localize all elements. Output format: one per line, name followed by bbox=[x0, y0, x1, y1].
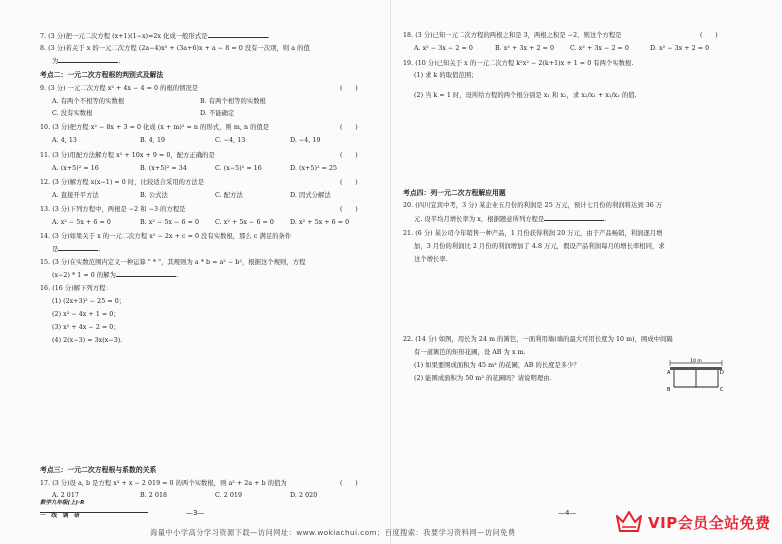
question-19-1: (1) 求 k 的取值范围； bbox=[414, 72, 478, 79]
question-16-1: (1) (2x+3)² − 25 = 0； bbox=[52, 298, 126, 305]
option-b: B. (x+5)² = 34 bbox=[140, 165, 187, 172]
wall bbox=[670, 367, 722, 370]
question-14-cont: 是 . bbox=[52, 246, 101, 253]
question-21: 21. (6 分) 某公司今年销售一种产品，1 月份获得利润 20 万元，由于产品畅销，利润逐月增 bbox=[403, 230, 663, 237]
page-number-right: —4— bbox=[558, 509, 577, 517]
option-d: D. x² − 3x + 2 = 0 bbox=[650, 45, 710, 52]
question-22-1: (1) 如果要围成面积为 45 m² 的花圃，AB 的长度是多少？ bbox=[414, 362, 580, 369]
option-d: D. x² + 5x + 6 = 0 bbox=[290, 219, 350, 226]
option-a: A. 2 017 bbox=[52, 492, 79, 499]
vip-badge[interactable] bbox=[614, 505, 780, 539]
question-13: 13. (3 分)下列方程中，两根是 −2 和 −3 的方程是 bbox=[40, 206, 186, 213]
book-logo-subtitle: 一 线 调 研 bbox=[40, 513, 82, 519]
question-8: 8. (3 分)若关于 x 的一元二次方程 (2a−4)x² + (3a+6)x + a − 8 = 0 没有一次项，则 a 的值 bbox=[40, 45, 310, 52]
option-b: B. 4, 19 bbox=[140, 137, 166, 144]
label-a: A bbox=[667, 370, 671, 376]
option-c: C. −4, 13 bbox=[215, 137, 246, 144]
crown-icon bbox=[614, 509, 644, 535]
option-b: B. x² − 5x − 6 = 0 bbox=[140, 219, 200, 226]
option-d: D. 2 020 bbox=[290, 492, 318, 499]
question-22: 22. (14 分) 如图，用长为 24 m 的篱笆，一面利用墙(墙的最大可用长度为 10 m)，围成中间隔 bbox=[403, 336, 673, 343]
option-a: A. 4, 13 bbox=[52, 137, 77, 144]
option-d: D. −4, 19 bbox=[290, 137, 321, 144]
option-c: C. x² + 3x − 2 = 0 bbox=[570, 45, 629, 52]
answer-paren[interactable]: ( ) bbox=[340, 206, 358, 213]
question-20: 20. (四川宜宾中考，3 分) 某企业五月份的利润是 25 万元，预计七月份的利润将达到 36 万 bbox=[403, 202, 663, 209]
option-a: A. 直接开平方法 bbox=[52, 192, 99, 199]
question-16: 16. (16 分)解下列方程： bbox=[40, 285, 112, 292]
question-16-3: (3) x² + 4x − 2 = 0； bbox=[52, 324, 120, 331]
option-a: A. 有两个不相等的实数根 bbox=[52, 98, 125, 105]
page-divider bbox=[390, 0, 391, 544]
question-18: 18. (3 分)已知一元二次方程的两根之和是 3，两根之积是 −2，则这个方程是 bbox=[403, 32, 622, 39]
question-12: 12. (3 分)解方程 x(x−1) = 0 时，比较适合采用的方法是 bbox=[40, 179, 205, 186]
option-c: C. 没有实数根 bbox=[52, 110, 93, 117]
answer-blank[interactable] bbox=[58, 245, 98, 251]
option-d: D. (x+5)² = 25 bbox=[290, 165, 338, 172]
answer-paren[interactable]: ( ) bbox=[340, 179, 358, 186]
answer-paren[interactable]: ( ) bbox=[700, 32, 718, 39]
question-15-cont: (x−2) * 1 = 0 的解为 . bbox=[52, 272, 178, 279]
option-b: B. 公式法 bbox=[140, 192, 168, 199]
question-17: 17. (3 分)设 a, b 是方程 x² + x − 2 019 = 0 的两个实数根，则 a² + 2a + b 的值为 bbox=[40, 480, 287, 487]
answer-blank[interactable] bbox=[116, 271, 176, 277]
option-a: A. (x+5)² = 16 bbox=[52, 165, 99, 172]
answer-paren[interactable]: ( ) bbox=[340, 124, 358, 131]
page-number-left: —3— bbox=[186, 509, 205, 517]
option-c: C. 配方法 bbox=[215, 192, 243, 199]
question-8-cont: 为 . bbox=[52, 58, 121, 65]
option-b: B. x² + 3x + 2 = 0 bbox=[495, 45, 555, 52]
section-4-title: 考点四：列一元二次方程解应用题 bbox=[403, 189, 506, 197]
answer-paren[interactable]: ( ) bbox=[340, 152, 358, 159]
wall-length-label: 10 m bbox=[690, 359, 702, 364]
option-c: C. 2 019 bbox=[215, 492, 243, 499]
section-2-title: 考点二：一元二次方程根的判别式及解法 bbox=[40, 71, 164, 79]
question-7: 7. (3 分)把一元二次方程 (x+1)(1−x)=2x 化成一般形式是 . bbox=[40, 33, 270, 40]
book-logo-title: 数学九年级(上)·R bbox=[40, 500, 85, 506]
answer-blank[interactable] bbox=[208, 32, 268, 38]
label-b: B bbox=[667, 387, 671, 393]
question-14: 14. (3 分)如果关于 x 的一元二次方程 x² − 2x + c = 0 没有实数根，那么 c 满足的条件 bbox=[40, 233, 292, 240]
answer-paren[interactable]: ( ) bbox=[340, 480, 358, 487]
watermark-text: 海量中小学高分学习资源下载—访问网址：www.wokiachui.com；百度搜索：我要学习资料网—访问免费 bbox=[150, 528, 516, 537]
option-c: C. x² + 5x − 6 = 0 bbox=[215, 219, 274, 226]
question-15: 15. (3 分)在实数范围内定义一种运算 " * "，其规则为 a * b = a² − b²，根据这个规则，方程 bbox=[40, 259, 306, 266]
question-9: 9. (3 分) 一元二次方程 x² + 4x − 4 = 0 的根的情况是 bbox=[40, 85, 199, 92]
question-16-2: (2) x² − 4x + 1 = 0； bbox=[52, 311, 120, 318]
question-19-2: (2) 当 k = 1 时，设所给方程的两个根分别是 x₁ 和 x₂，求 x₂/x₁ + x₁/x₂ 的值. bbox=[414, 92, 637, 99]
label-d: D bbox=[720, 370, 724, 376]
logo-underline bbox=[40, 512, 148, 513]
option-a: A. x² − 5x + 6 = 0 bbox=[52, 219, 111, 226]
question-21-cont2: 这个增长率. bbox=[414, 256, 448, 263]
book-logo bbox=[40, 500, 150, 520]
right-page bbox=[391, 0, 782, 544]
option-c: C. (x−5)² = 16 bbox=[215, 165, 262, 172]
question-10: 10. (3 分)把方程 x² − 8x + 3 = 0 化成 (x + m)² = n 的形式，则 m, n 的值是 bbox=[40, 124, 270, 131]
vip-badge-label: VIP会员全站免费 bbox=[648, 513, 771, 532]
fence-diagram bbox=[664, 357, 728, 393]
question-20-cont: 元. 设平均月增长率为 x，根据题意所列方程是 . bbox=[414, 216, 607, 223]
answer-blank[interactable] bbox=[58, 57, 118, 63]
question-21-cont: 加，3 月份的利润比 2 月份的利润增加了 4.8 万元，假设产品利润每月的增长率相同，求 bbox=[414, 243, 665, 250]
section-3-title: 考点三：一元二次方程根与系数的关系 bbox=[40, 466, 157, 474]
question-19: 19. (10 分)已知关于 x 的一元二次方程 k²x² − 2(k+1)x + 1 = 0 有两个实数根. bbox=[403, 60, 634, 67]
answer-blank[interactable] bbox=[544, 215, 604, 221]
label-c: C bbox=[720, 387, 724, 393]
option-b: B. 有两个相等的实数根 bbox=[200, 98, 266, 105]
option-a: A. x² − 3x − 2 = 0 bbox=[414, 45, 473, 52]
question-22-2: (2) 能围成面积为 50 m² 的花圃吗？请说明理由. bbox=[414, 375, 552, 382]
question-11: 11. (3 分)用配方法解方程 x² + 10x + 9 = 0，配方正确的是 bbox=[40, 152, 215, 159]
option-b: B. 2 018 bbox=[140, 492, 168, 499]
option-d: D. 因式分解法 bbox=[290, 192, 331, 199]
question-22-cont: 有一道篱笆的矩形花圃，设 AB 为 x m. bbox=[414, 349, 526, 356]
option-d: D. 不能确定 bbox=[200, 110, 235, 117]
question-16-4: (4) 2(x−3) = 3x(x−3). bbox=[52, 337, 123, 344]
answer-paren[interactable]: ( ) bbox=[340, 85, 358, 92]
